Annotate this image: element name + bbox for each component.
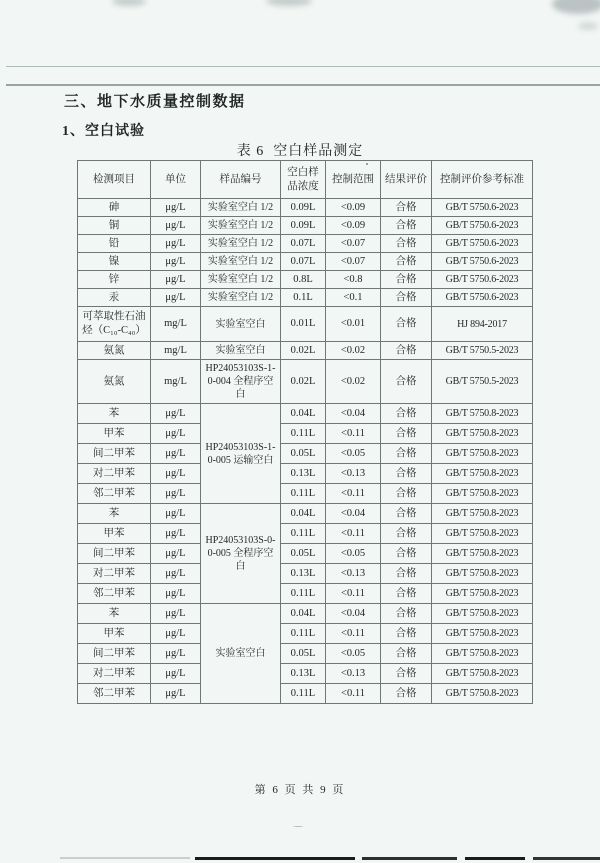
cell-blank-concentration: 0.8L <box>281 271 326 289</box>
cell-unit: μg/L <box>151 271 201 289</box>
cell-result: 合格 <box>381 504 432 524</box>
table-header-row <box>78 161 533 199</box>
cell-blank-concentration: 0.09L <box>281 217 326 235</box>
cell-unit: μg/L <box>151 584 201 604</box>
cell-blank-concentration: 0.02L <box>281 342 326 360</box>
table-row <box>78 544 533 564</box>
scan-artifact <box>112 0 146 6</box>
cell-item: 苯 <box>78 604 151 624</box>
cell-control-range: <0.11 <box>326 584 381 604</box>
cell-result: 合格 <box>381 217 432 235</box>
cell-unit: μg/L <box>151 544 201 564</box>
cell-standard: GB/T 5750.6-2023 <box>432 235 533 253</box>
cell-control-range: <0.01 <box>326 307 381 342</box>
cell-control-range: <0.05 <box>326 544 381 564</box>
cell-standard: GB/T 5750.8-2023 <box>432 624 533 644</box>
cell-unit: μg/L <box>151 404 201 424</box>
cell-item: 对二甲苯 <box>78 464 151 484</box>
cell-result: 合格 <box>381 271 432 289</box>
cell-blank-concentration: 0.13L <box>281 464 326 484</box>
cell-result: 合格 <box>381 664 432 684</box>
table-row <box>78 464 533 484</box>
cell-standard: GB/T 5750.8-2023 <box>432 424 533 444</box>
cell-item: 铜 <box>78 217 151 235</box>
table-row <box>78 484 533 504</box>
cell-unit: mg/L <box>151 360 201 404</box>
cell-sample-id: 实验室空白 <box>201 307 281 342</box>
cell-item: 苯 <box>78 504 151 524</box>
cell-blank-concentration: 0.11L <box>281 684 326 704</box>
cell-unit: μg/L <box>151 684 201 704</box>
cell-blank-concentration: 0.11L <box>281 584 326 604</box>
cell-unit: μg/L <box>151 624 201 644</box>
cell-result: 合格 <box>381 444 432 464</box>
cell-sample-id: HP24053103S-1-0-005 运输空白 <box>201 404 281 504</box>
table-row <box>78 504 533 524</box>
col-header-standard: 控制评价参考标准 <box>432 161 533 199</box>
table-row <box>78 564 533 584</box>
cell-sample-id: 实验室空白 1/2 <box>201 271 281 289</box>
cell-standard: GB/T 5750.8-2023 <box>432 484 533 504</box>
cell-item: 铅 <box>78 235 151 253</box>
cell-sample-id: 实验室空白 1/2 <box>201 235 281 253</box>
cell-control-range: <0.02 <box>326 342 381 360</box>
cell-standard: GB/T 5750.6-2023 <box>432 253 533 271</box>
cell-standard: GB/T 5750.6-2023 <box>432 217 533 235</box>
scan-artifact <box>266 0 312 6</box>
cell-item: 可萃取性石油烃（C₁₀-C₄₀） <box>78 307 151 342</box>
cell-result: 合格 <box>381 644 432 664</box>
col-header-unit: 单位 <box>151 161 201 199</box>
cell-unit: μg/L <box>151 484 201 504</box>
cell-blank-concentration: 0.04L <box>281 604 326 624</box>
cell-unit: μg/L <box>151 524 201 544</box>
cell-blank-concentration: 0.05L <box>281 644 326 664</box>
cell-item: 苯 <box>78 404 151 424</box>
cell-sample-id: 实验室空白 <box>201 342 281 360</box>
subsection-heading: 1、空白试验 <box>62 124 145 139</box>
cell-standard: GB/T 5750.8-2023 <box>432 504 533 524</box>
cell-unit: μg/L <box>151 564 201 584</box>
table-row <box>78 624 533 644</box>
cell-result: 合格 <box>381 424 432 444</box>
table-row <box>78 684 533 704</box>
cell-control-range: <0.13 <box>326 664 381 684</box>
cell-blank-concentration: 0.13L <box>281 664 326 684</box>
cell-standard: GB/T 5750.8-2023 <box>432 524 533 544</box>
cell-control-range: <0.09 <box>326 199 381 217</box>
blank-table-body <box>78 199 533 704</box>
cell-blank-concentration: 0.13L <box>281 564 326 584</box>
cell-control-range: <0.04 <box>326 504 381 524</box>
cell-sample-id: 实验室空白 1/2 <box>201 217 281 235</box>
table-caption: 表 6 空白样品测定 <box>236 144 364 159</box>
cell-unit: μg/L <box>151 235 201 253</box>
table-row <box>78 604 533 624</box>
cell-result: 合格 <box>381 307 432 342</box>
cell-blank-concentration: 0.05L <box>281 444 326 464</box>
table-row <box>78 253 533 271</box>
cell-item: 对二甲苯 <box>78 664 151 684</box>
scan-edge-line <box>465 857 525 860</box>
cell-standard: GB/T 5750.8-2023 <box>432 664 533 684</box>
header-rule-line <box>6 66 600 67</box>
cell-unit: μg/L <box>151 444 201 464</box>
table-row <box>78 424 533 444</box>
cell-blank-concentration: 0.05L <box>281 544 326 564</box>
table-row <box>78 584 533 604</box>
cell-result: 合格 <box>381 684 432 704</box>
cell-sample-id: 实验室空白 <box>201 604 281 704</box>
cell-item: 邻二甲苯 <box>78 584 151 604</box>
cell-item: 邻二甲苯 <box>78 484 151 504</box>
cell-item: 甲苯 <box>78 624 151 644</box>
cell-blank-concentration: 0.09L <box>281 199 326 217</box>
cell-control-range: <0.05 <box>326 644 381 664</box>
scan-edge-line <box>195 857 355 860</box>
cell-result: 合格 <box>381 564 432 584</box>
cell-item: 间二甲苯 <box>78 444 151 464</box>
cell-control-range: <0.09 <box>326 217 381 235</box>
cell-control-range: <0.02 <box>326 360 381 404</box>
col-header-control-range: 控制范围 <box>326 161 381 199</box>
scan-edge-line <box>533 857 600 860</box>
scan-edge-line <box>362 857 457 860</box>
cell-blank-concentration: 0.11L <box>281 524 326 544</box>
blank-sample-table <box>77 160 533 704</box>
header-rule-line <box>6 84 600 86</box>
cell-result: 合格 <box>381 524 432 544</box>
table-row <box>78 360 533 404</box>
cell-item: 镍 <box>78 253 151 271</box>
table-row <box>78 289 533 307</box>
cell-unit: mg/L <box>151 307 201 342</box>
cell-sample-id: 实验室空白 1/2 <box>201 289 281 307</box>
cell-blank-concentration: 0.11L <box>281 484 326 504</box>
table-row <box>78 444 533 464</box>
cell-item: 邻二甲苯 <box>78 684 151 704</box>
cell-result: 合格 <box>381 604 432 624</box>
cell-item: 甲苯 <box>78 524 151 544</box>
table-row <box>78 235 533 253</box>
table-row <box>78 271 533 289</box>
cell-blank-concentration: 0.1L <box>281 289 326 307</box>
scan-artifact <box>293 826 303 827</box>
cell-result: 合格 <box>381 360 432 404</box>
cell-unit: μg/L <box>151 604 201 624</box>
cell-blank-concentration: 0.01L <box>281 307 326 342</box>
table-row <box>78 404 533 424</box>
cell-result: 合格 <box>381 404 432 424</box>
cell-item: 氨氮 <box>78 360 151 404</box>
col-header-item: 检测项目 <box>78 161 151 199</box>
table-row <box>78 217 533 235</box>
cell-standard: GB/T 5750.8-2023 <box>432 444 533 464</box>
cell-standard: GB/T 5750.8-2023 <box>432 404 533 424</box>
cell-result: 合格 <box>381 289 432 307</box>
cell-result: 合格 <box>381 235 432 253</box>
page-number: 第 6 页 共 9 页 <box>254 784 346 796</box>
cell-sample-id: 实验室空白 1/2 <box>201 253 281 271</box>
cell-control-range: <0.11 <box>326 684 381 704</box>
cell-blank-concentration: 0.02L <box>281 360 326 404</box>
cell-control-range: <0.1 <box>326 289 381 307</box>
cell-result: 合格 <box>381 464 432 484</box>
cell-control-range: <0.11 <box>326 624 381 644</box>
cell-unit: μg/L <box>151 199 201 217</box>
cell-standard: GB/T 5750.8-2023 <box>432 564 533 584</box>
cell-blank-concentration: 0.11L <box>281 424 326 444</box>
cell-control-range: <0.11 <box>326 424 381 444</box>
cell-blank-concentration: 0.11L <box>281 624 326 644</box>
cell-unit: mg/L <box>151 342 201 360</box>
col-header-sample-id: 样品编号 <box>201 161 281 199</box>
cell-item: 间二甲苯 <box>78 544 151 564</box>
cell-control-range: <0.13 <box>326 564 381 584</box>
col-header-blank-concentration: 空白样品浓度 <box>281 161 326 199</box>
cell-standard: GB/T 5750.6-2023 <box>432 271 533 289</box>
cell-blank-concentration: 0.04L <box>281 504 326 524</box>
cell-item: 汞 <box>78 289 151 307</box>
cell-blank-concentration: 0.04L <box>281 404 326 424</box>
cell-blank-concentration: 0.07L <box>281 253 326 271</box>
cell-standard: GB/T 5750.5-2023 <box>432 360 533 404</box>
cell-sample-id: HP24053103S-0-0-005 全程序空白 <box>201 504 281 604</box>
cell-standard: GB/T 5750.5-2023 <box>432 342 533 360</box>
cell-result: 合格 <box>381 199 432 217</box>
col-header-result: 结果评价 <box>381 161 432 199</box>
cell-control-range: <0.04 <box>326 404 381 424</box>
cell-control-range: <0.05 <box>326 444 381 464</box>
cell-result: 合格 <box>381 342 432 360</box>
cell-result: 合格 <box>381 584 432 604</box>
scan-edge-line <box>60 857 190 859</box>
cell-item: 对二甲苯 <box>78 564 151 584</box>
cell-item: 砷 <box>78 199 151 217</box>
cell-sample-id: HP24053103S-1-0-004 全程序空白 <box>201 360 281 404</box>
cell-unit: μg/L <box>151 644 201 664</box>
table-row <box>78 307 533 342</box>
cell-unit: μg/L <box>151 217 201 235</box>
cell-standard: GB/T 5750.6-2023 <box>432 199 533 217</box>
cell-control-range: <0.07 <box>326 235 381 253</box>
cell-sample-id: 实验室空白 1/2 <box>201 199 281 217</box>
cell-result: 合格 <box>381 624 432 644</box>
cell-item: 间二甲苯 <box>78 644 151 664</box>
table-row <box>78 644 533 664</box>
cell-item: 甲苯 <box>78 424 151 444</box>
cell-unit: μg/L <box>151 464 201 484</box>
cell-standard: GB/T 5750.8-2023 <box>432 684 533 704</box>
cell-control-range: <0.11 <box>326 484 381 504</box>
table-row <box>78 199 533 217</box>
scan-artifact <box>578 22 598 30</box>
cell-standard: GB/T 5750.8-2023 <box>432 584 533 604</box>
cell-standard: GB/T 5750.8-2023 <box>432 544 533 564</box>
cell-result: 合格 <box>381 544 432 564</box>
cell-control-range: <0.13 <box>326 464 381 484</box>
table-row <box>78 342 533 360</box>
section-heading: 三、地下水质量控制数据 <box>64 94 246 110</box>
cell-result: 合格 <box>381 253 432 271</box>
cell-item: 氨氮 <box>78 342 151 360</box>
table-row <box>78 664 533 684</box>
cell-standard: HJ 894-2017 <box>432 307 533 342</box>
cell-blank-concentration: 0.07L <box>281 235 326 253</box>
table-row <box>78 524 533 544</box>
cell-control-range: <0.04 <box>326 604 381 624</box>
cell-standard: GB/T 5750.8-2023 <box>432 604 533 624</box>
cell-control-range: <0.07 <box>326 253 381 271</box>
cell-standard: GB/T 5750.6-2023 <box>432 289 533 307</box>
cell-result: 合格 <box>381 484 432 504</box>
cell-control-range: <0.11 <box>326 524 381 544</box>
cell-standard: GB/T 5750.8-2023 <box>432 464 533 484</box>
cell-unit: μg/L <box>151 664 201 684</box>
cell-unit: μg/L <box>151 424 201 444</box>
scan-artifact <box>552 0 600 14</box>
cell-unit: μg/L <box>151 289 201 307</box>
cell-unit: μg/L <box>151 504 201 524</box>
cell-standard: GB/T 5750.8-2023 <box>432 644 533 664</box>
cell-item: 锌 <box>78 271 151 289</box>
cell-unit: μg/L <box>151 253 201 271</box>
cell-control-range: <0.8 <box>326 271 381 289</box>
